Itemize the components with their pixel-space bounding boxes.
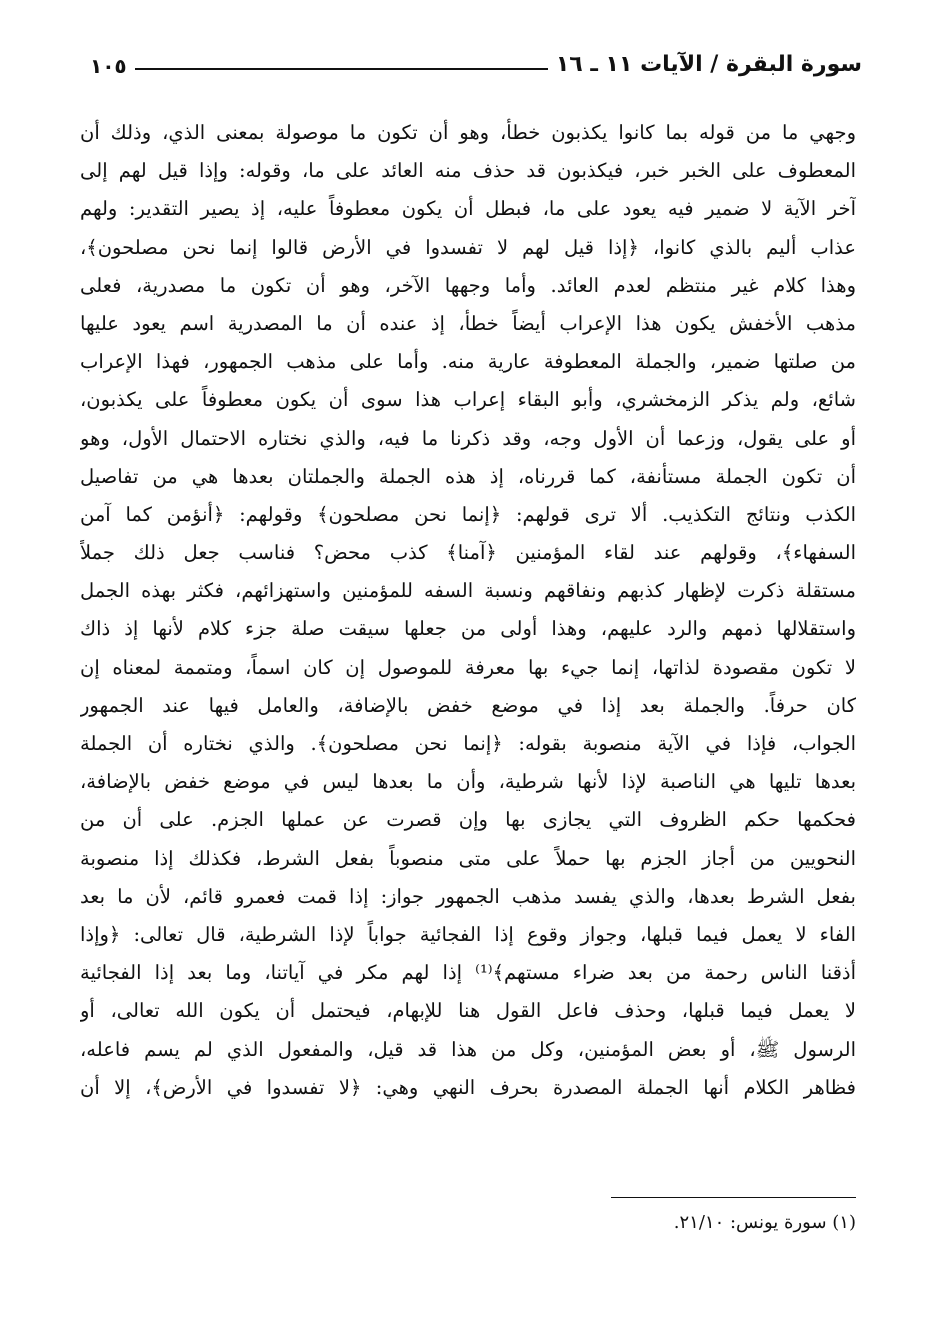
text-line: المعطوف على الخبر خبر، فيكذبون قد حذف منه العائد على ما، وقوله: وإذا قيل لهم إلى xyxy=(80,159,856,183)
page-number: ١٠٥ xyxy=(90,54,127,78)
header-title: سورة البقرة / الآيات ١١ ـ ١٦ xyxy=(555,52,862,77)
footnote: (١) سورة يونس: ٢١/١٠. xyxy=(673,1212,856,1233)
text-line: لا تكون مقصودة لذاتها، إنما جيء بها معرفة للموصول إن كان اسماً، ومتممة لمعناه إن xyxy=(80,655,856,679)
text-line: شائع، ولم يذكر الزمخشري، وأبو البقاء إعراب هذا سوى أن يكون معطوفاً على يكذبون، xyxy=(80,388,856,412)
text-line: الفاء لا يعمل فيما قبلها، وجواز وقوع إذا الفجائية جواباً لإذا الشرطية، قال تعالى: ﴿وإذا xyxy=(80,922,856,946)
running-header xyxy=(90,42,862,76)
text-line: النحويين من أجاز الجزم بها حملاً على متى منصوباً بفعل الشرط، فكذلك إذا منصوبة xyxy=(80,846,856,870)
text-line: واستقلالها ذمهم والرد عليهم، وهذا أولى من جعلها سيقت صلة جزء كلام لأنها إذ ذاك xyxy=(80,617,856,641)
text-line: الرسول ﷺ، أو بعض المؤمنين، وكل من هذا قد قيل، والمفعول الذي لم يسم فاعله، xyxy=(80,1037,856,1061)
text-line: وهذا كلام غير منتظم لعدم العائد. وأما وجهها الآخر، وهو أن تكون ما مصدرية، فعلى xyxy=(80,273,856,297)
text-line: كان حرفاً. والجملة بعد إذا في موضع خفض بالإضافة، والعامل فيها عند الجمهور xyxy=(80,693,856,717)
body-text xyxy=(80,114,856,1107)
text-line: مذهب الأخفش يكون هذا الإعراب أيضاً خطأ، إذ عنده أن ما المصدرية اسم يعود عليها xyxy=(80,311,856,335)
header-rule xyxy=(135,68,548,70)
text-line: عذاب أليم بالذي كانوا، ﴿إذا قيل لهم لا تفسدوا في الأرض قالوا إنما نحن مصلحون﴾، xyxy=(80,235,856,259)
text-line: أن تكون الجملة مستأنفة، كما قررناه، إذ هذه الجملة والجملتان بعدها هي من تفاصيل xyxy=(80,464,856,488)
text-line: فظاهر الكلام أنها الجملة المصدرة بحرف النهي وهي: ﴿لا تفسدوا في الأرض﴾، إلا أن xyxy=(80,1075,856,1099)
text-line: الجواب، فإذا في الآية منصوبة بقوله: ﴿إنما نحن مصلحون﴾. والذي نختاره أن الجملة xyxy=(80,732,856,755)
text-line: مستقلة ذكرت لإظهار كذبهم ونفاقهم ونسبة السفه للمؤمنين واستهزائهم، فكثر بهذه الجمل xyxy=(80,579,856,603)
text-line: بفعل الشرط بعدها، والذي يفسد مذهب الجمهور جواز: إذا قمت فعمرو قائم، لأن ما بعد xyxy=(80,884,856,908)
text-line: أو على يقول، وزعما أن الأول وجه، وقد ذكرنا ما فيه، والذي نختاره الاحتمال الأول، وهو xyxy=(80,426,856,450)
text-line: بعدها تليها هي الناصبة لإذا لأنها شرطية، وأن ما بعدها ليس في موضع خفض بالإضافة، xyxy=(80,770,856,794)
text-line: الكذب ونتائج التكذيب. ألا ترى قولهم: ﴿إنما نحن مصلحون﴾ وقولهم: ﴿أنؤمن كما آمن xyxy=(80,502,856,526)
text-line: من صلتها ضمير، والجملة المعطوفة عارية منه. وأما على مذهب الجمهور، فهذا الإعراب xyxy=(80,350,856,374)
text-line: فحكمها حكم الظروف التي يجازى بها وإن قصرت عن عملها الجزم. على أن من xyxy=(80,808,856,832)
text-line: السفهاء﴾، وقولهم عند لقاء المؤمنين ﴿آمنا﴾ كذب محض؟ فناسب جعل ذلك جملاً xyxy=(80,541,856,565)
text-line: لا يعمل فيما قبلها، وحذف فاعل القول هنا للإبهام، فيحتمل أن يكون الله تعالى، أو xyxy=(80,999,856,1023)
text-line: آخر الآية لا ضمير فيه يعود على ما، فبطل أن يكون معطوفاً عليه، إذ يصير التقدير: ولهم xyxy=(80,197,856,221)
text-line: أذقنا الناس رحمة من بعد ضراء مستهم﴾⁽¹⁾ إذا لهم مكر في آياتنا، وما بعد إذا الفجائية xyxy=(80,961,856,985)
text-line: وجهي ما من قوله بما كانوا يكذبون خطأ، وهو أن تكون ما موصولة بمعنى الذي، وذلك أن xyxy=(80,121,856,144)
footnote-rule xyxy=(611,1197,856,1198)
